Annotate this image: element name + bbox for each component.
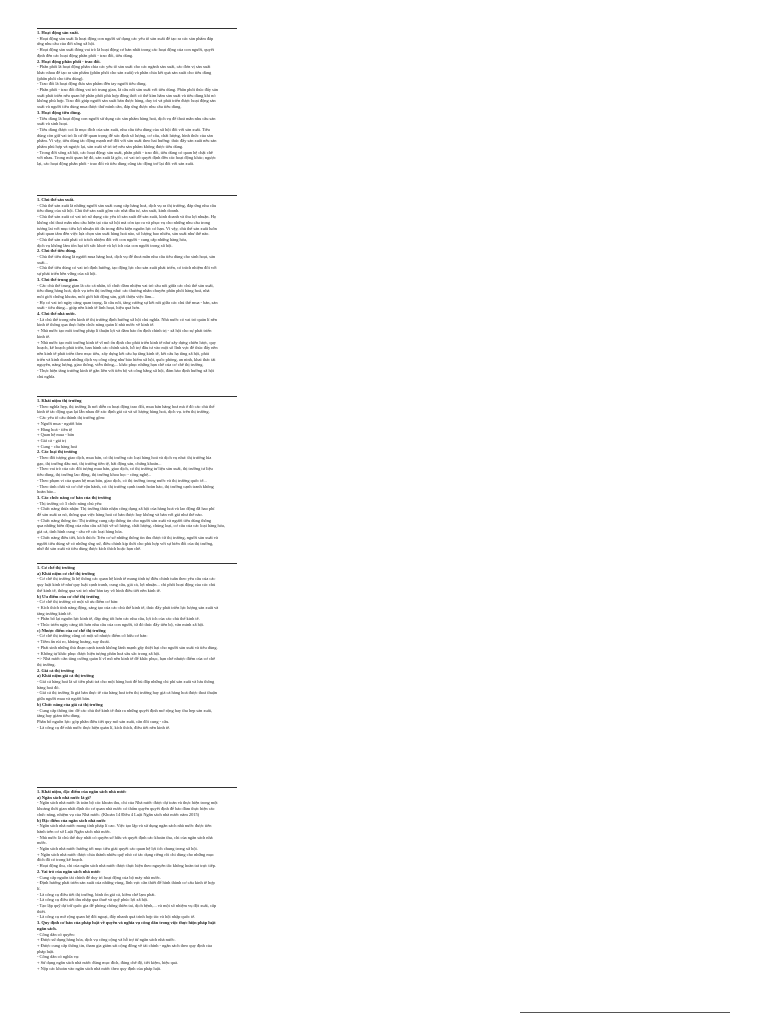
text-line: + Giá cả - giá trị <box>37 437 66 443</box>
text-line: xuất phát triển nếu quan hệ phân phối phù hợp đồng thời có thể kìm hãm sản xuất và tiêu dùng khi nó <box>37 92 216 98</box>
text-line: giữa người mua và người bán. <box>37 696 90 702</box>
text-line: hoàn hảo... <box>37 489 57 495</box>
text-line: với nhau. Trong mối quan hệ đó, sản xuất là gốc, có vai trò quyết định đến các hoạt động khác; ngược <box>37 155 216 161</box>
text-line: - Các chủ thể trung gian là các cá nhân, tổ chức đảm nhiệm vai trò cầu nối giữa các chủ thể sản xuất, <box>37 282 214 288</box>
text-section-2 <box>37 195 730 380</box>
text-line: sự phát triển bền vững của xã hội. <box>37 271 97 277</box>
text-line: dùng còn giữ vai trò là cứ để quan trọng để xác định số lượng, cơ cấu, chất lượng, hình thức của sản <box>37 132 213 138</box>
text-line: thể kinh tế, thông qua vai trò như bàn tay vô hình điều tiết nền kinh tế. <box>37 587 161 593</box>
text-line: - Phân phối - trao đổi đóng vai trò trung gian, là cầu nối sản xuất với tiêu dùng. Phân phối thúc đẩy sản <box>37 87 218 93</box>
text-line: dịch vụ không làm tổn hại tới sức khoẻ và lợi ích của con người trong xã hội. <box>37 242 173 248</box>
text-line: tăng trưởng kinh tế. <box>37 610 72 616</box>
text-line: - Trong đời sống xã hội, các hoạt động: sản xuất, phân phối - trao đổi, tiêu dùng có quan hệ chặt chẽ <box>37 149 213 155</box>
text-line: xuất và người tiêu dùng mua được thứ mình cần, đáp ứng được nhu cầu tiêu dùng. <box>37 104 182 110</box>
text-line: - Chủ thể sản xuất là những người sản xuất cung cấp hàng hoá, dịch vụ ra thị trường, đáp ứng nhu cầu <box>37 202 217 208</box>
text-line: lại, các hoạt động phân phối - trao đổi và tiêu dùng cũng tác động trở lại đối với sản xuất. <box>37 161 195 167</box>
text-line: - Các yếu tố cấu thành thị trường gồm: <box>37 415 106 421</box>
section-heading: 1. Cơ chế thị trường <box>37 565 75 570</box>
text-section-1 <box>37 28 730 167</box>
section-heading: a) Ngân sách nhà nước là gì? <box>37 794 92 800</box>
text-line: kinh tế tác động qua lại lẫn nhau để xác định giá cả và số lượng hàng hoá, dịch vụ. trên thị trường. <box>37 409 210 415</box>
text-line: - Ngân sách nhà nước hướng tới mục tiêu giải quyết các quan hệ lợi ích chung trong xã hội. <box>37 846 198 852</box>
section-heading: b) Ưu điểm của cơ chế thị trường <box>37 593 100 599</box>
text-line: - Là công cụ điều tiết thu nhập qua thuế và quỹ phúc lợi xã hội. <box>37 897 149 903</box>
text-line: - Hoạt động sản xuất đóng vai trò là hoạt động cơ bản nhất trong các hoạt động của con người, quyết <box>37 47 214 53</box>
text-line: (phân phối cho tiêu dùng). <box>37 75 84 81</box>
text-line: phải quan tâm đến việc lựa chọn sản xuất hàng hoá nào, số lượng bao nhiêu, sản xuất như thế nào. <box>37 231 210 237</box>
section-divider <box>37 195 237 196</box>
text-line: - Là công cụ để nhà nước thực hiện quản lí, kích thích, điều tiết nền kinh tế. <box>37 724 171 730</box>
text-line: - Cơ chế thị trường cũng có một số nhược điểm cố hữu cơ bản: <box>37 633 148 639</box>
text-line: người tiêu dùng sẽ có những ứng xử, điều chỉnh kịp thời cho phù hợp với sự biến đổi của thị trường, <box>37 540 214 546</box>
footer-rule <box>520 1012 730 1013</box>
text-line: - Theo tính chất và cơ chế vận hành, có: thị trường cạnh tranh hoàn hảo, thị trường cạnh tranh không <box>37 483 214 489</box>
section-heading: ngân sách. <box>37 925 57 931</box>
text-line: pháp luật. <box>37 948 55 954</box>
text-line: - Chủ thể sản xuất phải có trách nhiệm đối với con người - cung cấp những hàng hóa, <box>37 236 187 242</box>
text-line: xuất... <box>37 259 48 265</box>
section-heading: 2. Các loại thị trường <box>37 449 78 455</box>
text-line: ứng nhu cầu của đời sống xã hội. <box>37 41 96 47</box>
section-divider <box>37 787 237 788</box>
text-line: - Là chủ thể trong nền kinh tế thị trường định hướng xã hội chủ nghĩa. Nhà nước có vai trò quản lí nền <box>37 316 217 322</box>
section-heading: 1. Hoạt động sản xuất. <box>37 30 79 35</box>
section-heading: a) Khái niệm giá cả thị trường <box>37 673 94 679</box>
text-line: tương lai với mục tiêu lợi nhuận tối đa trong điều kiện nguồn lực có hạn. Vì vậy, chủ thể sản xuất luôn <box>37 225 217 231</box>
text-line: + Ngân sách nhà nước được chia thành nhiều quỹ nhỏ có tác dụng riêng rồi chi dùng cho những mục <box>37 851 214 857</box>
text-line: - Chủ thể tiêu dùng có vai trò định hướng, tạo động lực cho sản xuất phát triển, có trách nhiệm đối với <box>37 265 217 271</box>
text-line: - Cung cấp nguồn tài chính để duy trì hoạt động của bộ máy nhà nước. <box>37 874 161 880</box>
section-divider <box>37 563 237 564</box>
text-line: + Chức năng thông tin: Thị trường cung cấp thông tin cho người sản xuất và người tiêu dùng thông <box>37 517 212 523</box>
text-line: - Cơ chế thị trường là hệ thống các quan hệ kinh tế mang tính tự điều chỉnh tuân theo yêu cầu của các <box>37 576 216 582</box>
text-line: không chỉ thoả mãn nhu cầu hiện tại của xã hội mà còn tạo ra và phục vụ cho những nhu cầu trong <box>37 219 211 225</box>
text-line: triển và kinh doanh những dịch vụ công cộng như bảo hiểm xã hội, quốc phòng, an ninh, khai thác tài <box>37 356 216 362</box>
text-line: - Công dân có nghĩa vụ: <box>37 954 80 960</box>
text-line: - Tiêu dùng là hoạt động con người sử dụng các sản phẩm hàng hoá, dịch vụ để thoả mãn nhu cầu sản <box>37 115 216 121</box>
text-line: phẩm. Vì vậy, tiêu dùng tác động mạnh mẽ đối với sản xuất theo hai hướng: thúc đẩy sản xuất nếu sản <box>37 138 217 144</box>
text-line: để sản xuất ra nó, thông qua việc hàng hoá có bán được hay không và bán với giá như thế nào. <box>37 512 203 518</box>
text-line: + Hàng hoá - tiền tệ <box>37 426 73 432</box>
text-line: tiêu dùng hàng hoá, dịch vụ trên thị trường như: các thương nhân chuyên phân phối hàng hoá, nhà <box>37 288 210 294</box>
text-line: qua những biến động của nhu cầu xã hội về số lượng, chất lượng, chủng loại, cơ cấu của các loại hàng hóa, <box>37 523 225 529</box>
text-section-4 <box>37 563 730 730</box>
text-line: gạo, thị trường dầu mỏ, thị trường tiền tệ, bất động sản, chứng khoán... <box>37 460 162 466</box>
text-line: kinh tế thông qua thực hiện chức năng quản lí nhà nước về kinh tế. <box>37 322 155 328</box>
text-line: - Theo phạm vi của quan hệ mua bán, giao dịch, có thị trường trong nước và thị trường quốc tế... <box>37 477 207 483</box>
section-heading: a) Khái niệm cơ chế thị trường <box>37 570 95 576</box>
section-heading: 3. Hoạt động tiêu dùng. <box>37 109 81 115</box>
text-line: - Tạo lập quỹ dự trữ quốc gia để phòng chống thiên tai, dịch bệnh,... và một số nhiệm vụ đột xuất, cấp <box>37 903 217 909</box>
text-line: + Nhà nước tạo môi trường pháp lí thuận lợi và đảm bảo ổn định chính trị - xã hội cho sự phát triển <box>37 328 212 334</box>
text-line: tăng hay giảm tiêu dùng. <box>37 713 81 719</box>
text-line: + Quan hệ mua - bán <box>37 432 74 438</box>
text-line: tiêu dùng, thị trường lao động, thị trường khoa học - công nghệ... <box>37 472 152 478</box>
text-line: - Theo nghĩa hẹp, thị trường là nơi diễn ra hoạt động trao đổi, mua bán hàng hoá mà ở đó các chủ thể <box>37 403 215 409</box>
text-line: + Người mua - người bán <box>37 420 82 426</box>
text-line: nền kinh tế phát triển theo mục tiêu, xây dựng kết cấu hạ tầng kinh tế, kết cấu hạ tầng xã hội, phát <box>37 350 209 356</box>
section-heading: 2. Giá cả thị trường <box>37 667 74 673</box>
text-section-3 <box>37 396 730 552</box>
text-section-5 <box>37 787 730 972</box>
section-heading: 4. Chủ thể nhà nước. <box>37 311 77 317</box>
section-heading: 2. Hoạt động phân phối - trao đổi. <box>37 58 101 64</box>
text-line: - Định hướng phát triển sản xuất của những vùng, lĩnh vực cần thiết để hình thành cơ cấu kinh tế hợp <box>37 880 215 886</box>
text-line: hành trên cơ sở Luật Ngân sách nhà nước. <box>37 828 112 834</box>
text-line: chủ nghĩa. <box>37 373 56 379</box>
text-line: - Ngân sách nhà nước là toàn bộ các khoản thu, chi của Nhà nước được dự toán và thực hiện trong một <box>37 800 218 806</box>
text-line: môi giới chứng khoán, môi giới bất động sản, giới thiệu việc làm... <box>37 293 155 299</box>
text-line: - Chủ thể tiêu dùng là người mua hàng hoá, dịch vụ để thoả mãn nhu cầu tiêu dùng cho sinh hoạt, sản <box>37 254 216 260</box>
text-line: khác nhau để tạo ra sản phẩm (phân phối cho sản xuất) và phân chia kết quả sản xuất cho tiêu dùng <box>37 69 212 75</box>
section-divider <box>37 28 237 29</box>
section-heading: c) Nhược điểm của cơ chế thị trường <box>37 627 106 633</box>
section-heading: 1. Chủ thể sản xuất. <box>37 197 75 202</box>
text-line: - Tiêu dùng được coi là mục đích của sản xuất, nhu cầu tiêu dùng của xã hội đối với sản xuất. Tiêu <box>37 126 210 132</box>
text-line: + Cung - cầu hàng hoá <box>37 443 77 449</box>
text-line: hoạch, kế hoạch phát triển, ban hành các chính sách, hỗ trợ đầu tư vào một số lĩnh vực để thúc đẩy nền <box>37 345 218 351</box>
text-line: + Nhà nước tạo môi trường kinh tế vĩ mô ổn định cho phát triển kinh tế như xây dựng chiến lược, quy <box>37 339 217 345</box>
text-line: - Hoạt động sản xuất là hoạt động con người sử dụng các yếu tố sản xuất để tạo ra các sản phẩm đáp <box>37 35 214 41</box>
section-heading: b) Chức năng của giá cả thị trường <box>37 701 103 707</box>
text-line: giá cả, tình hình cung - cầu về các loại hàng hóa. <box>37 529 123 535</box>
text-line: - Theo vai trò của các đối tượng mua bán, giao dịch, có thị trường tư liệu sản xuất, thị trường tư liệu <box>37 466 213 472</box>
section-heading: 3. Các chức năng cơ bản của thị trường <box>37 494 111 500</box>
text-line: - Hoạt động thu, chi của ngân sách nhà nước được thực hiện theo nguyên tắc không hoàn trả trực tiếp. <box>37 863 217 869</box>
text-line: khoảng thời gian nhất định do cơ quan nhà nước có thẩm quyền quyết định để bảo đảm thực hiện các <box>37 806 215 812</box>
text-line: nguyên, năng lượng, giao thông, viễn thông,... khắc phục những hạn chế của cơ chế thị trường. <box>37 362 204 368</box>
text-line: chức năng, nhiệm vụ của Nhà nước. (Khoản 14 Điều 4 Luật Ngân sách nhà nước năm 2015) <box>37 811 200 817</box>
text-line: + Chức năng thừa nhận: Thị trường thừa nhận công dụng xã hội của hàng hoá và lao động đã hao phí <box>37 506 215 512</box>
text-line: + Sử dụng ngân sách nhà nước đúng mục đích, đúng chế độ, tiết kiệm, hiệu quả. <box>37 960 179 966</box>
text-line: hàng hoá đó. <box>37 684 60 690</box>
text-line: + Được cung cấp thông tin, tham gia giám sát cộng đồng về tài chính - ngân sách theo quy định của <box>37 942 212 948</box>
section-heading: b) Đặc điểm của ngân sách nhà nước <box>37 817 106 823</box>
text-line: - Cung cấp thông tin: để các chủ thể kinh tế đưa ra những quyết định mở rộng hay thu hẹp sản xuất, <box>37 707 212 713</box>
text-line: - Giá cả thị trường là giá bán thực tế của hàng hoá trên thị trường hay giá cả hàng hoá được thoả thuận <box>37 690 217 696</box>
section-heading: 1. Khái niệm, đặc điểm của ngân sách nhà nước <box>37 789 127 794</box>
text-line: - Họ có vai trò ngày càng quan trọng, là cầu nối, tăng cường sự kết nối giữa các chủ thể mua - bán, sản <box>37 299 218 305</box>
text-line: thiết. <box>37 908 46 914</box>
section-heading: 2. Chủ thể tiêu dùng. <box>37 248 77 254</box>
section-divider <box>37 396 237 397</box>
text-line: - Trao đổi là hoạt động đưa sản phẩm đến tay người tiêu dùng. <box>37 81 147 87</box>
section-heading: 1. Khái niệm thị trường <box>37 398 82 403</box>
text-line: + Phát sinh những thủ đoạn cạnh tranh không lành mạnh gây thiệt hại cho người sản xuất và tiêu dùng. <box>37 644 218 650</box>
text-line: xuất và sinh hoạt. <box>37 121 68 127</box>
text-line: + Nộp các khoản vào ngân sách nhà nước theo quy định của pháp luật. <box>37 965 162 971</box>
text-line: + Được sử dụng hàng hóa, dịch vụ công cộng và hỗ trợ từ ngân sách nhà nước. <box>37 937 176 943</box>
text-line: - Phân phối là hoạt động phân chia các yếu tố sản xuất cho các ngành sản xuất, các đơn vị sản xuất <box>37 64 211 70</box>
text-line: quy luật kinh tế như quy luật cạnh tranh, cung cầu, giá cả, lợi nhuận... chi phối hoạt động của các chủ <box>37 582 216 588</box>
text-line: phẩm phù hợp và ngược lại, sản xuất sẽ trì trệ nếu sản phẩm không được tiêu dùng. <box>37 144 184 150</box>
text-line: - Nhà nước là chủ thể duy nhất có quyền sở hữu và quyết định các khoản thu, chi của ngân sách nhà <box>37 834 213 840</box>
text-line: định đến các hoạt động phân phối - trao đổi, tiêu dùng. <box>37 52 134 58</box>
text-line: không phù hợp. Trao đổi giúp người sản xuất bán được hàng, duy trì và phát triển được hoạt động sản <box>37 98 216 104</box>
text-line: - Là công cụ mở rộng quan hệ đối ngoại, đẩy nhanh quá trình hợp tác và hội nhập quốc tế. <box>37 914 196 920</box>
text-line: - Cơ chế thị trường có một số ưu điểm cơ bản: <box>37 599 119 605</box>
text-line: - Thực hiện tăng trưởng kinh tế gắn liền với tiến bộ và công bằng xã hội, đảm bảo định hướng xã hội <box>37 368 215 374</box>
text-line: nước. <box>37 840 47 846</box>
section-heading: 3. Quy định cơ bản của pháp luật về quyền và nghĩa vụ công dân trong việc thực hiện pháp luật <box>37 920 216 926</box>
text-line: + Kích thích tính năng động, sáng tạo của các chủ thể kinh tế, thúc đẩy phát triển lực lượng sản xuất và <box>37 604 219 610</box>
text-line: + Tiềm ẩn rủi ro, khủng hoảng, suy thoái. <box>37 639 110 645</box>
text-line: kinh tế. <box>37 333 51 339</box>
text-line: - Công dân có quyền: <box>37 931 75 937</box>
text-line: + Không tự khắc phục được hiện tượng phân hoá sâu sắc trong xã hội. <box>37 650 161 656</box>
text-line: nhờ đó sản xuất và tiêu dùng được kích thích hoặc hạn chế. <box>37 546 142 552</box>
text-line: đích đã có trong kế hoạch. <box>37 857 84 863</box>
text-line: + Chức năng điều tiết, kích thích: Trên cơ sở những thông tin thu được từ thị trường, người sản xuất và <box>37 534 218 540</box>
text-line: - Chủ thể sản xuất có vai trò sử dụng các yếu tố sản xuất để sản xuất, kinh doanh và thu lợi nhuận. Họ <box>37 214 217 220</box>
text-line: - Là công cụ điều tiết thị trường, bình ổn giá cả, kiềm chế lạm phát. <box>37 891 156 897</box>
text-line: - Ngân sách nhà nước mang tính pháp lí cao. Việc tạo lập và sử dụng ngân sách nhà nước được tiến <box>37 823 212 829</box>
text-line: + Phân bổ lại nguồn lực kinh tế, đáp ứng tốt hơn các nhu cầu, lợi ích của các chủ thể kinh tế. <box>37 616 200 622</box>
text-line: Phân bổ nguồn lực: góp phần điều tiết quy mô sản xuất, cân đối cung - cầu. <box>37 718 170 724</box>
text-line: => Nhà nước cần tăng cường quản lí vĩ mô nền kinh tế để khắc phục, hạn chế nhược điểm của cơ chế <box>37 656 216 662</box>
text-line: - Thị trường có 3 chức năng chủ yếu: <box>37 500 103 506</box>
text-line: + Thúc triển ngày càng tốt hơn nhu cầu của con người, từ đó thúc đẩy tiến bộ, văn minh xã hội. <box>37 622 205 628</box>
text-line: - Giá cả hàng hoá là số tiền phải trả cho một hàng hoá để bù đắp những chi phí sản xuất và lưu thông <box>37 679 215 685</box>
text-line: tiêu dùng của xã hội. Chủ thể sản xuất gồm các nhà đầu tư, sản xuất, kinh doanh. <box>37 208 180 214</box>
text-line: - Theo đối tượng giao dịch, mua bán, có thị trường các loại hàng hoá và dịch vụ như: thị trường lúa <box>37 455 212 461</box>
section-heading: 2. Vai trò của ngân sách nhà nước <box>37 868 101 874</box>
section-heading: 3. Chủ thể trung gian. <box>37 276 79 282</box>
text-line: thị trường. <box>37 661 56 667</box>
text-line: xuất - tiêu dùng... giúp nền kinh tế linh hoạt, hiệu quả hơn. <box>37 305 141 311</box>
text-line: lí. <box>37 885 41 891</box>
